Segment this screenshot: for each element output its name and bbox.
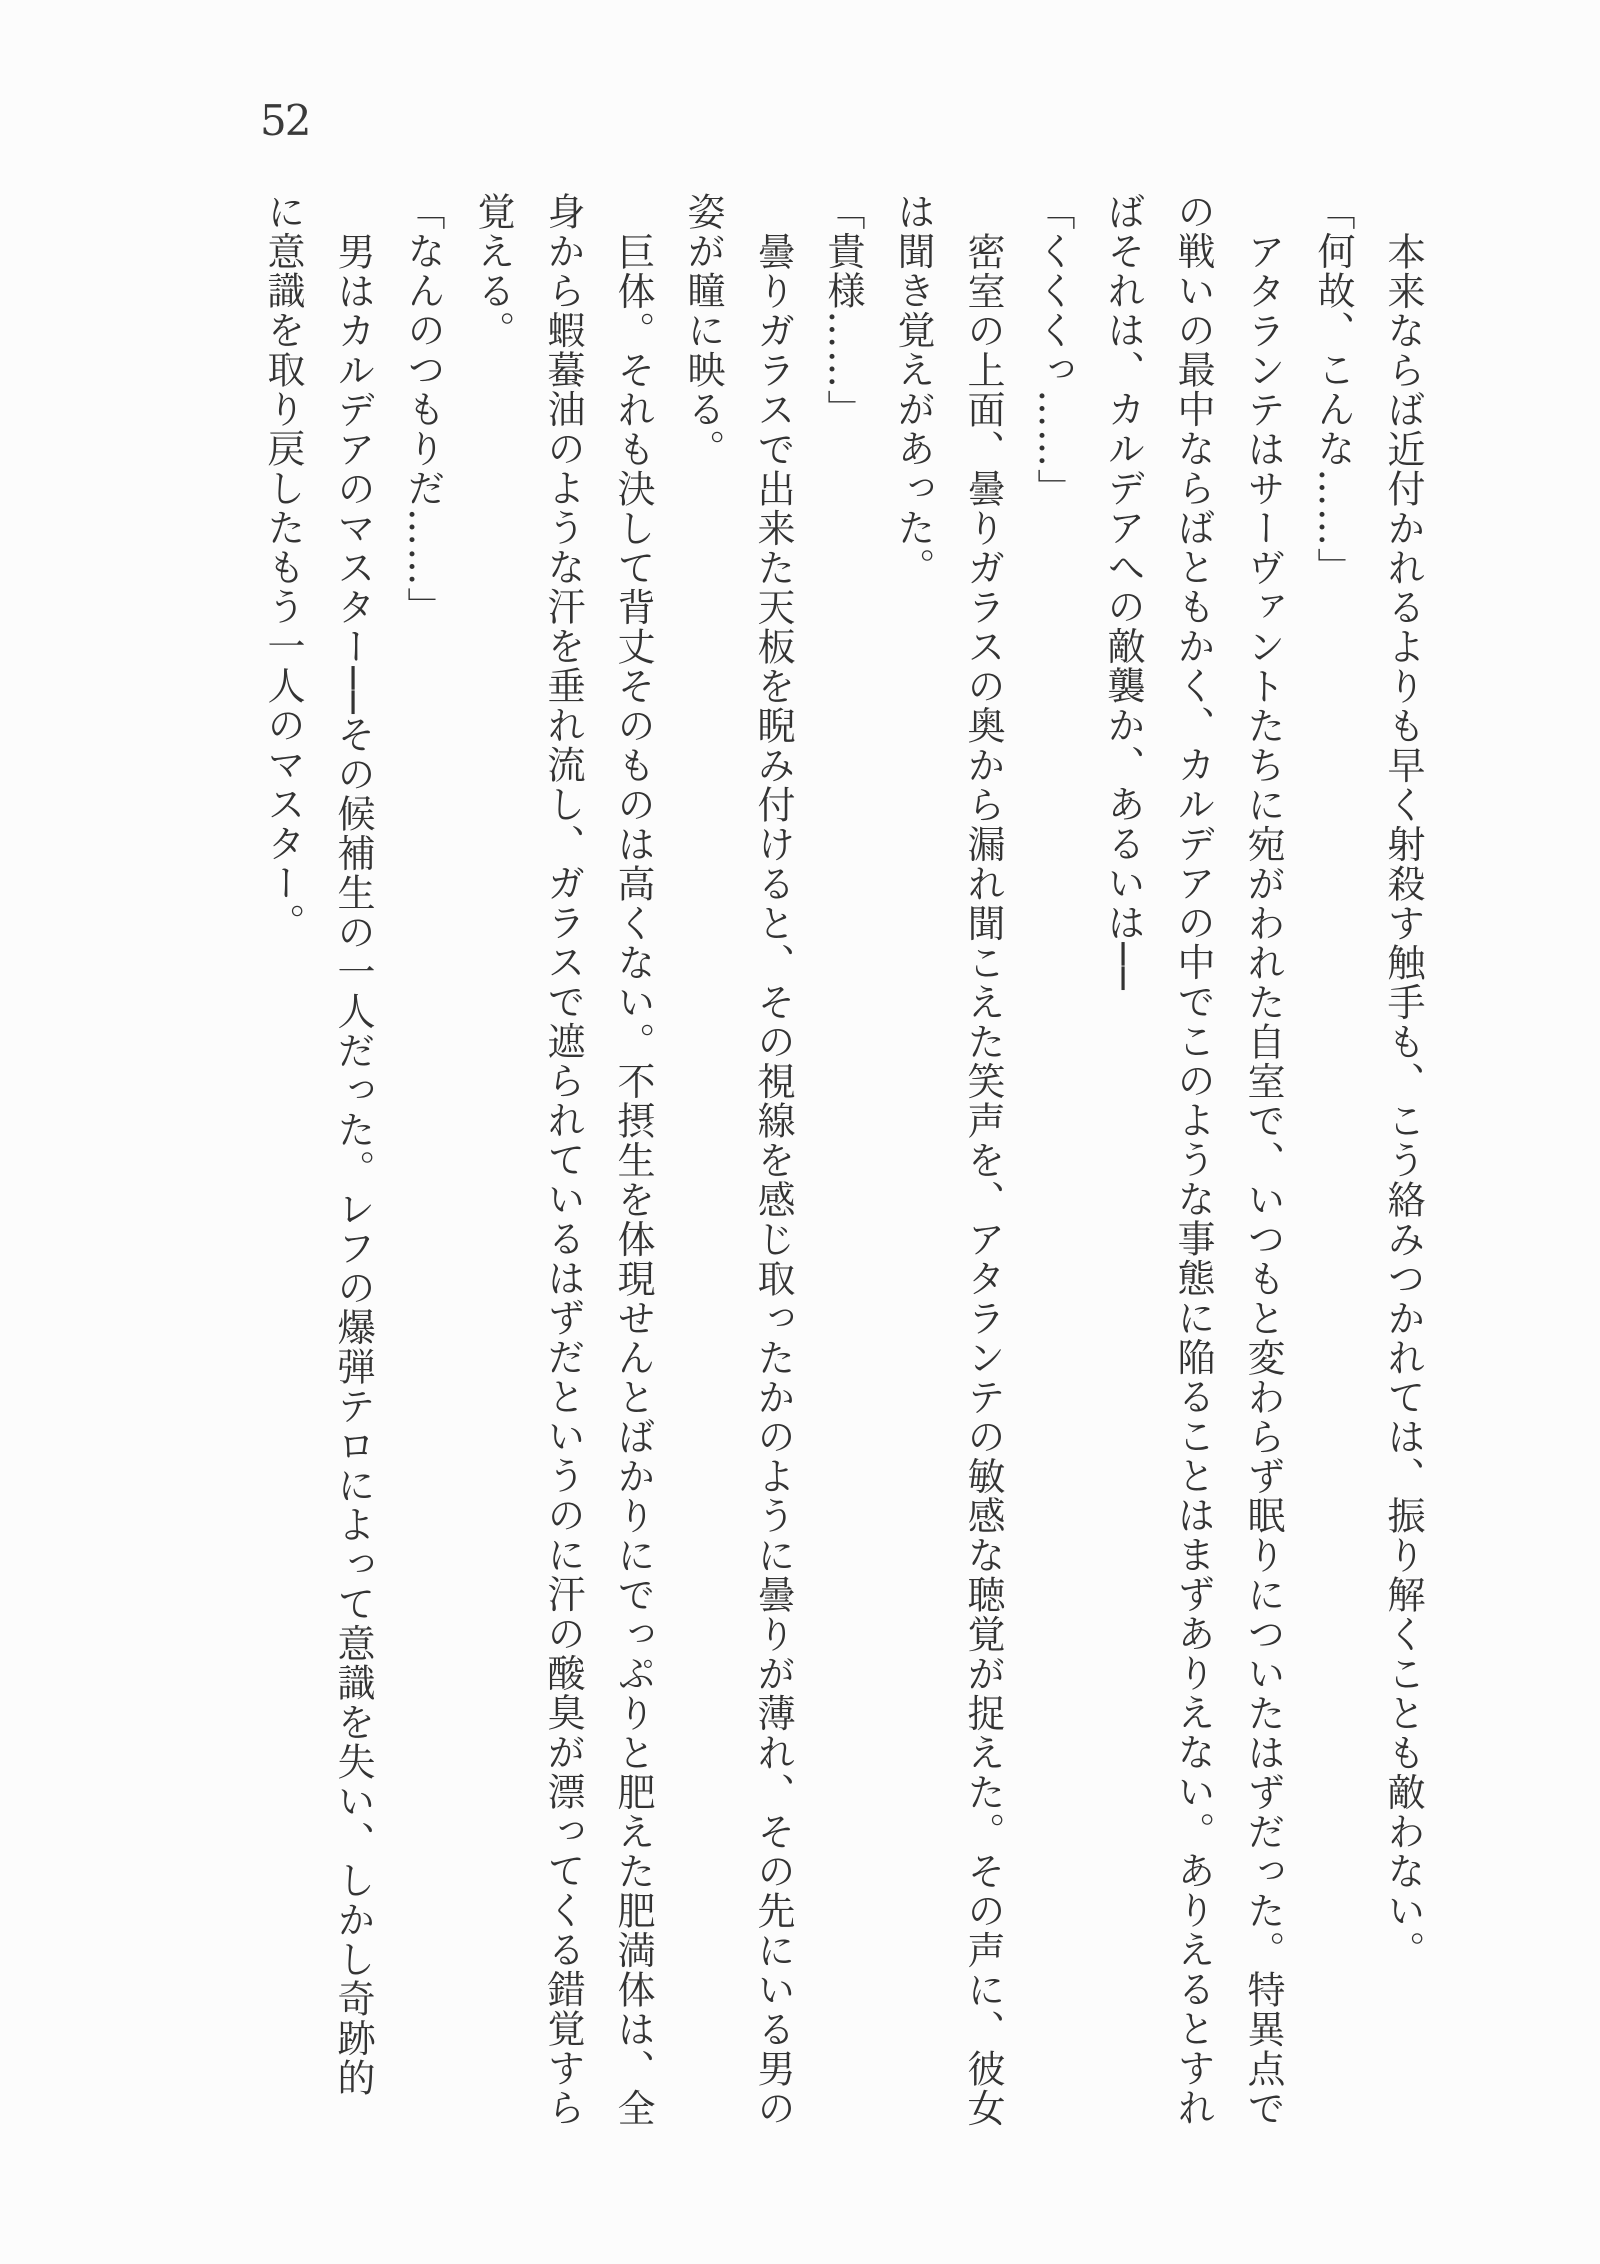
text-column-5: ばそれは、カルデアへの敵襲か、あるいは──	[1101, 192, 1145, 992]
text-column-7: 密室の上面、曇りガラスの奥から漏れ聞こえた笑声を、アタランテの敏感な聴覚が捉えた。その声に、彼女	[961, 231, 1005, 2128]
text-column-9: 「貴様……」	[821, 192, 865, 429]
text-column-6: 「くくくっ……」	[1031, 192, 1075, 508]
text-column-10: 曇りガラスで出来た天板を睨み付けると、その視線を感じ取ったかのように曇りが薄れ、その先にいる男の	[751, 231, 795, 2128]
text-column-15: 「なんのつもりだ……」	[401, 192, 445, 627]
text-column-17: に意識を取り戻したもう一人のマスター。	[261, 192, 305, 943]
text-column-1: 本来ならば近付かれるよりも早く射殺す触手も、こう絡みつかれては、振り解くことも敵わない。	[1381, 231, 1425, 1970]
text-column-4: の戦いの最中ならばともかく、カルデアの中でこのような事態に陥ることはまずありえない。ありえるとすれ	[1171, 192, 1215, 2128]
text-column-8: は聞き覚えがあった。	[891, 192, 935, 587]
text-column-11: 姿が瞳に映る。	[681, 192, 725, 469]
text-column-16: 男はカルデアのマスター──その候補生の一人だった。レフの爆弾テロによって意識を失い、しかし奇跡的	[331, 231, 375, 2098]
text-column-12: 巨体。それも決して背丈そのものは高くない。不摂生を体現せんとばかりにでっぷりと肥えた肥満体は、全	[611, 231, 655, 2128]
page-number: 52	[260, 96, 310, 145]
text-column-14: 覚える。	[471, 192, 515, 350]
text-column-3: アタランテはサーヴァントたちに宛がわれた自室で、いつもと変わらず眠りについたはずだった。特異点で	[1241, 231, 1285, 2128]
text-column-13: 身から蝦蟇油のような汗を垂れ流し、ガラスで遮られているはずだというのに汗の酸臭が漂ってくる錯覚すら	[541, 192, 585, 2128]
text-column-2: 「何故、こんな……」	[1311, 192, 1355, 587]
